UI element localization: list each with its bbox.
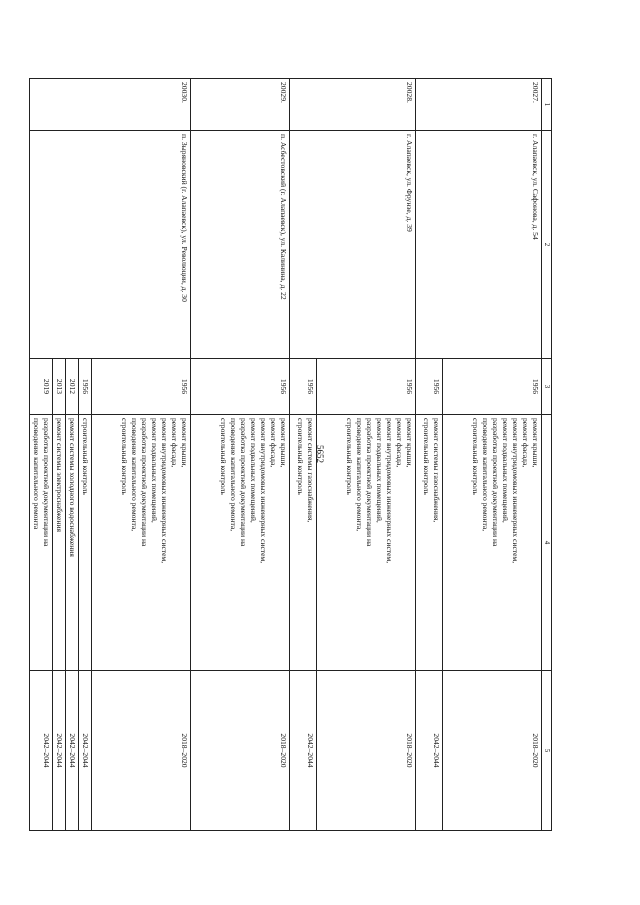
works-cell: разработка проектной документации на проведение капитального ремонта: [29, 415, 52, 671]
year-cell: 1956: [442, 359, 541, 415]
works-cell: ремонт системы холодного водоснабжения: [65, 415, 78, 671]
address-cell: п. Зыряновский (г. Алапаевск), ул. Революции, д. 30: [29, 131, 190, 359]
period-cell: 2042–2044: [415, 671, 442, 831]
year-cell: 1956: [91, 359, 190, 415]
table-row: [442, 79, 541, 831]
works-cell: ремонт крыши, ремонт фасада, ремонт внутридомовых инженерных систем, ремонт подвальных помещений, разработка проектной документации на проведение капитального ремонта, строительный контроль: [316, 415, 415, 671]
address-cell: г. Алапаевск, ул. Фрунзе, д. 39: [289, 131, 415, 359]
address-cell: п. Асбестовский (г. Алапаевск), ул. Калинина, д. 22: [190, 131, 289, 359]
year-cell: 2013: [52, 359, 65, 415]
column-header: 4: [541, 415, 551, 671]
table-row: [316, 79, 415, 831]
year-cell: 1956: [78, 359, 91, 415]
period-cell: 2042–2044: [29, 671, 52, 831]
year-cell: 1956: [415, 359, 442, 415]
column-header: 2: [541, 131, 551, 359]
repair-schedule-table: [29, 78, 552, 831]
column-header: 3: [541, 359, 551, 415]
year-cell: 1956: [316, 359, 415, 415]
page-number: 5652: [315, 445, 325, 463]
period-cell: 2042–2044: [52, 671, 65, 831]
works-cell: ремонт системы электроснабжения: [52, 415, 65, 671]
row-number: 20030.: [29, 79, 190, 131]
address-cell: г. Алапаевск, ул. Сафонова, д. 54: [415, 131, 541, 359]
period-cell: 2042–2044: [289, 671, 316, 831]
period-cell: 2018–2020: [442, 671, 541, 831]
column-number-row: [541, 79, 551, 831]
table-row: [190, 79, 289, 831]
period-cell: 2018–2020: [316, 671, 415, 831]
period-cell: 2042–2044: [78, 671, 91, 831]
works-cell: ремонт крыши, ремонт фасада, ремонт внутридомовых инженерных систем, ремонт подвальных помещений, разработка проектной документации на проведение капитального ремонта, строительный контроль: [442, 415, 541, 671]
works-cell: ремонт системы газоснабжения, строительный контроль: [415, 415, 442, 671]
row-number: 20029.: [190, 79, 289, 131]
year-cell: 1956: [190, 359, 289, 415]
year-cell: 1956: [289, 359, 316, 415]
row-number: 20028.: [289, 79, 415, 131]
works-cell: строительный контроль: [78, 415, 91, 671]
year-cell: 2012: [65, 359, 78, 415]
period-cell: 2018–2020: [91, 671, 190, 831]
column-header: 5: [541, 671, 551, 831]
column-header: 1: [541, 79, 551, 131]
works-cell: ремонт крыши, ремонт фасада, ремонт внутридомовых инженерных систем, ремонт подвальных помещений, разработка проектной документации на проведение капитального ремонта, строительный контроль: [190, 415, 289, 671]
row-number: 20027.: [415, 79, 541, 131]
table-row: [91, 79, 190, 831]
period-cell: 2018–2020: [190, 671, 289, 831]
period-cell: 2042–2044: [65, 671, 78, 831]
works-cell: ремонт крыши, ремонт фасада, ремонт внутридомовых инженерных систем, ремонт подвальных помещений, разработка проектной документации на проведение капитального ремонта, строительный контроль: [91, 415, 190, 671]
works-cell: ремонт системы газоснабжения, строительный контроль: [289, 415, 316, 671]
year-cell: 2019: [29, 359, 52, 415]
